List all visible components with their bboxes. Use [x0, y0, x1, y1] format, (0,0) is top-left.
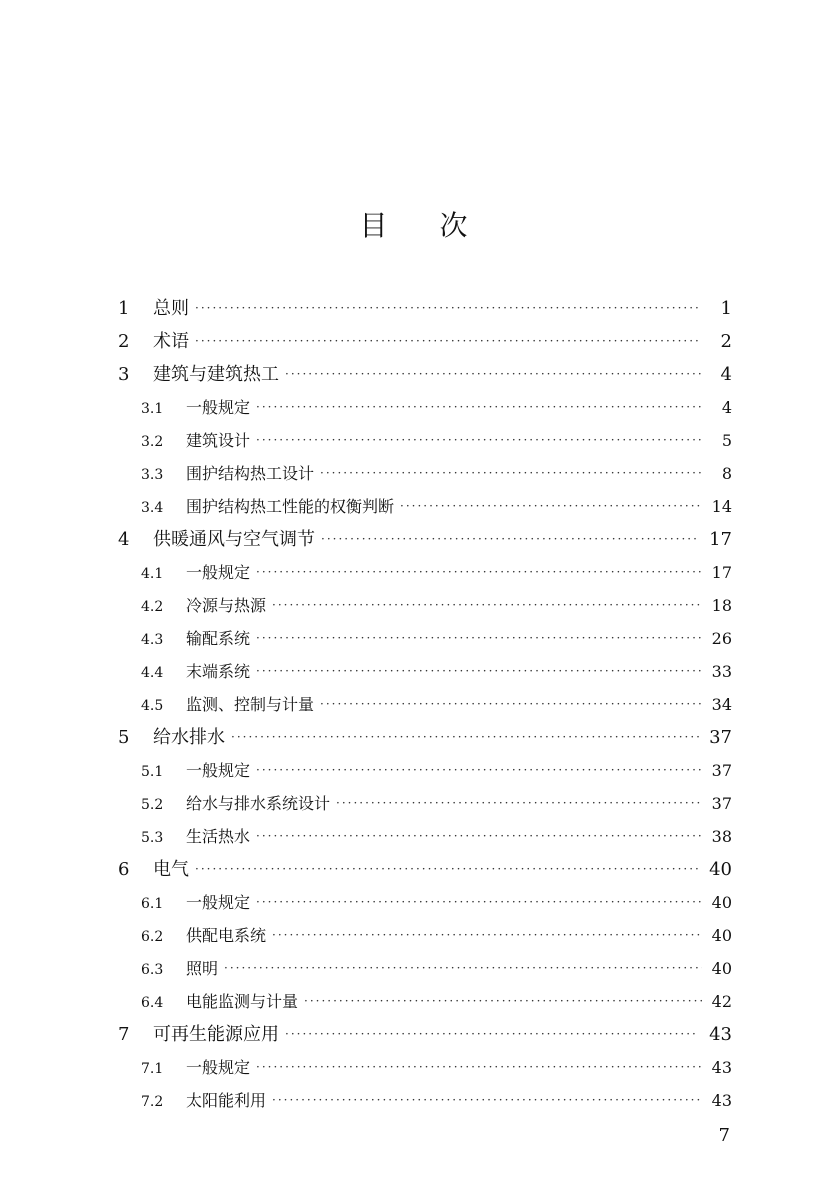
toc-entry-page: 14: [711, 497, 732, 516]
toc-entry-label: 建筑与建筑热工: [153, 364, 279, 385]
toc-entry-page: 26: [711, 629, 732, 648]
dot-leader: [256, 424, 702, 457]
toc-entry-number: 6: [118, 859, 130, 880]
page-number: 7: [718, 1125, 730, 1146]
toc-section-entry[interactable]: [141, 1084, 732, 1117]
toc-entry-label: 太阳能利用: [186, 1091, 267, 1110]
toc-entry-label: 给水排水: [153, 727, 225, 748]
toc-entry-page: 42: [711, 992, 732, 1011]
toc-entry-page: 43: [709, 1024, 732, 1045]
toc-section-entry[interactable]: [141, 754, 732, 787]
toc-entry-page: 18: [711, 596, 732, 615]
toc-section-entry[interactable]: [141, 457, 732, 490]
toc-chapter-entry[interactable]: [118, 721, 732, 754]
dot-leader: [320, 688, 702, 721]
toc-chapter-entry[interactable]: [118, 325, 732, 358]
toc-entry-page: 4: [720, 364, 732, 385]
dot-leader: [256, 556, 702, 589]
toc-entry-label: 供配电系统: [186, 926, 267, 945]
toc-entry-label: 可再生能源应用: [153, 1024, 279, 1045]
toc-chapter-entry[interactable]: [118, 1018, 732, 1051]
toc-entry-label: 给水与排水系统设计: [186, 794, 331, 813]
toc-entry-number: 2: [118, 331, 130, 352]
toc-entry-page: 8: [721, 464, 732, 483]
dot-leader: [285, 1018, 699, 1051]
toc-entry-number: 5.1: [141, 764, 164, 780]
toc-entry-label: 供暖通风与空气调节: [153, 529, 315, 550]
toc-section-entry[interactable]: [141, 622, 732, 655]
toc-entry-number: 3.3: [141, 467, 164, 483]
toc-entry-label: 末端系统: [186, 662, 251, 681]
toc-section-entry[interactable]: [141, 688, 732, 721]
toc-entry-number: 6.1: [141, 896, 164, 912]
toc-chapter-entry[interactable]: [118, 853, 732, 886]
toc-section-entry[interactable]: [141, 589, 732, 622]
toc-entry-label: 一般规定: [186, 1058, 251, 1077]
toc-entry-number: 5: [118, 727, 130, 748]
toc-section-entry[interactable]: [141, 490, 732, 523]
toc-entry-label: 一般规定: [186, 398, 251, 417]
toc-entry-number: 7.2: [141, 1094, 164, 1110]
dot-leader: [256, 820, 702, 853]
toc-entry-page: 17: [711, 563, 732, 582]
toc-entry-page: 5: [721, 431, 732, 450]
toc-entry-number: 4.1: [141, 566, 164, 582]
dot-leader: [256, 655, 702, 688]
dot-leader: [256, 391, 702, 424]
toc-entry-number: 4: [118, 529, 130, 550]
toc-entry-number: 4.2: [141, 599, 164, 615]
toc-entry-page: 1: [720, 298, 732, 319]
toc-entry-number: 6.2: [141, 929, 164, 945]
toc-entry-label: 监测、控制与计量: [186, 695, 315, 714]
dot-leader: [304, 985, 702, 1018]
toc-entry-page: 33: [711, 662, 732, 681]
toc-entry-page: 40: [711, 959, 732, 978]
dot-leader: [195, 325, 702, 358]
toc-entry-number: 4.4: [141, 665, 164, 681]
toc-entry-number: 1: [118, 298, 130, 319]
toc-entry-label: 一般规定: [186, 761, 251, 780]
toc-entry-number: 3.1: [141, 401, 164, 417]
toc-entry-number: 3.2: [141, 434, 164, 450]
toc-entry-number: 7.1: [141, 1061, 164, 1077]
toc-entry-label: 电能监测与计量: [186, 992, 299, 1011]
toc-entry-page: 38: [711, 827, 732, 846]
toc-entry-page: 40: [711, 893, 732, 912]
toc-entry-number: 6.3: [141, 962, 164, 978]
toc-entry-page: 37: [711, 761, 732, 780]
dot-leader: [256, 622, 702, 655]
toc-entry-number: 4.3: [141, 632, 164, 648]
dot-leader: [256, 1051, 702, 1084]
dot-leader: [256, 754, 702, 787]
dot-leader: [272, 919, 702, 952]
toc-section-entry[interactable]: [141, 787, 732, 820]
toc-entry-label: 围护结构热工设计: [186, 464, 315, 483]
toc-entry-page: 17: [709, 529, 732, 550]
toc-entry-label: 一般规定: [186, 563, 251, 582]
toc-section-entry[interactable]: [141, 985, 732, 1018]
dot-leader: [195, 292, 702, 325]
toc-chapter-entry[interactable]: [118, 292, 732, 325]
toc-chapter-entry[interactable]: [118, 358, 732, 391]
toc-entry-number: 3.4: [141, 500, 164, 516]
toc-entry-number: 6.4: [141, 995, 164, 1011]
dot-leader: [256, 886, 702, 919]
dot-leader: [272, 1084, 702, 1117]
toc-section-entry[interactable]: [141, 1051, 732, 1084]
dot-leader: [336, 787, 702, 820]
toc-section-entry[interactable]: [141, 556, 732, 589]
dot-leader: [272, 589, 702, 622]
toc-entry-label: 照明: [186, 959, 219, 978]
toc-entry-page: 37: [711, 794, 732, 813]
toc-section-entry[interactable]: [141, 424, 732, 457]
toc-entry-page: 4: [721, 398, 732, 417]
toc-section-entry[interactable]: [141, 952, 732, 985]
toc-entry-number: 7: [118, 1024, 130, 1045]
dot-leader: [224, 952, 702, 985]
toc-entry-label: 输配系统: [186, 629, 251, 648]
toc-entry-label: 总则: [153, 298, 189, 319]
dot-leader: [320, 457, 702, 490]
toc-section-entry[interactable]: [141, 919, 732, 952]
toc-entry-page: 37: [709, 727, 732, 748]
toc-entry-number: 4.5: [141, 698, 164, 714]
toc-entry-label: 电气: [153, 859, 189, 880]
dot-leader: [321, 523, 699, 556]
toc-entry-page: 2: [720, 331, 732, 352]
toc-entry-page: 43: [711, 1091, 732, 1110]
toc-entry-label: 一般规定: [186, 893, 251, 912]
toc-entry-label: 生活热水: [186, 827, 251, 846]
toc-entry-page: 40: [709, 859, 732, 880]
toc-entry-number: 5.2: [141, 797, 164, 813]
toc-entry-label: 术语: [153, 331, 189, 352]
toc-section-entry[interactable]: [141, 820, 732, 853]
toc-entry-label: 围护结构热工性能的权衡判断: [186, 497, 395, 516]
toc-section-entry[interactable]: [141, 391, 732, 424]
dot-leader: [195, 853, 699, 886]
toc-entry-number: 3: [118, 364, 130, 385]
dot-leader: [400, 490, 702, 523]
toc-entry-label: 建筑设计: [186, 431, 251, 450]
dot-leader: [285, 358, 702, 391]
toc-section-entry[interactable]: [141, 886, 732, 919]
toc-entry-page: 43: [711, 1058, 732, 1077]
toc-title: 目次: [359, 209, 520, 242]
toc-entry-number: 5.3: [141, 830, 164, 846]
toc-entry-page: 34: [711, 695, 732, 714]
toc-section-entry[interactable]: [141, 655, 732, 688]
dot-leader: [231, 721, 699, 754]
toc-chapter-entry[interactable]: [118, 523, 732, 556]
toc-entry-page: 40: [711, 926, 732, 945]
toc-entry-label: 冷源与热源: [186, 596, 267, 615]
